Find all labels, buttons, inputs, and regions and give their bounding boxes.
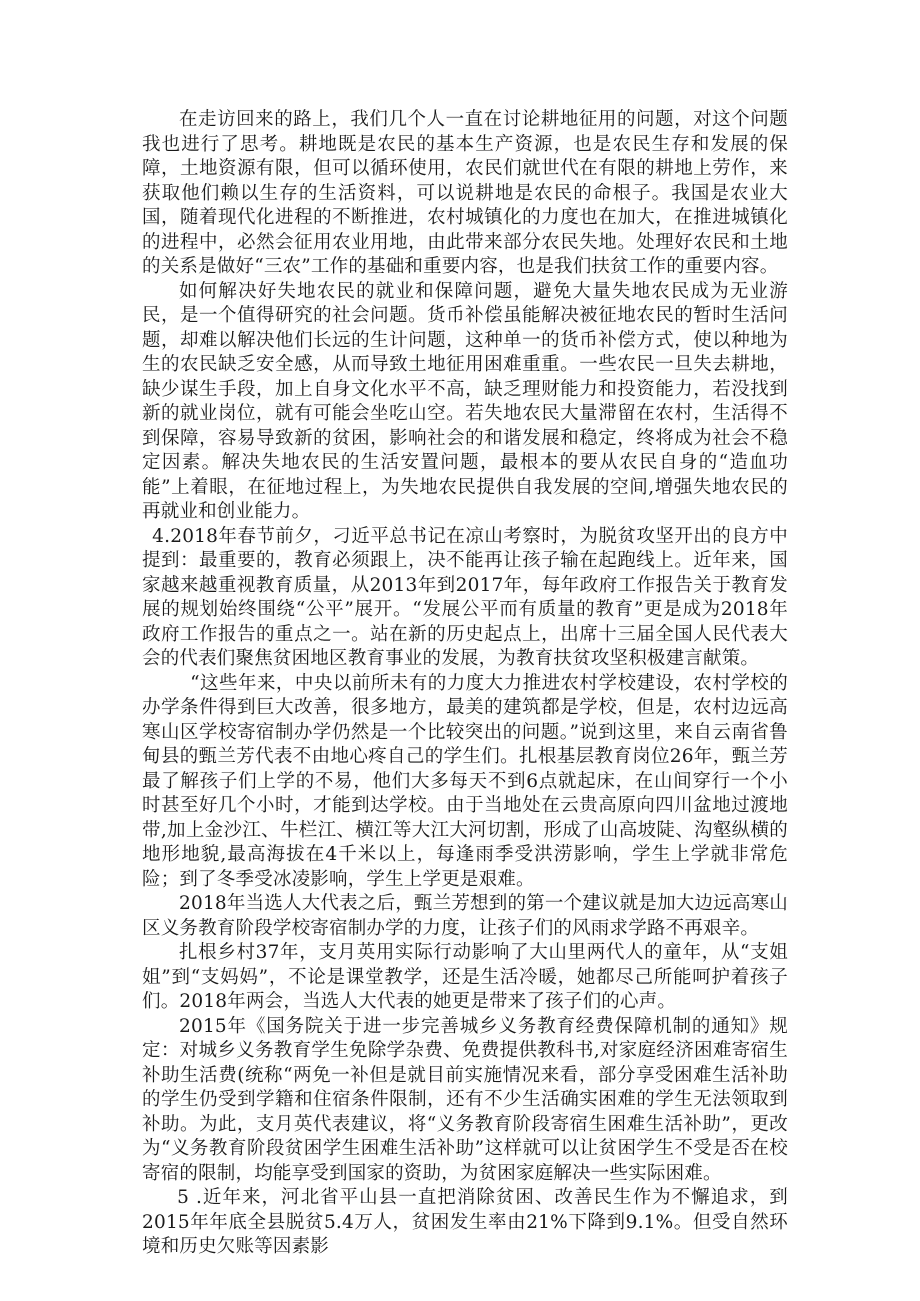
paragraph-state-council-notice: 2015年《国务院关于进一步完善城乡义务教育经费保障机制的通知》规定：对城乡义务教育学生免除学杂费、免费提供教科书,对家庭经济困难寄宿生补助生活费(统称“两免一补但是就目前实施情况来看，部分享受困难生活补助的学生仍受到学籍和住宿条件限制，还有不少生活确实困难的学生无法领取到补助。为此，支月英代表建议，将“义务教育阶段寄宿生困难生活补助”，更改为“义务教育阶段贫困学生困难生活补助”这样就可以让贫困学生不受是否在校寄宿的限制，均能享受到国家的资助，为贫困家庭解决一些实际困难。 <box>142 1015 788 1184</box>
paragraph-landless-farmers: 如何解决好失地农民的就业和保障问题，避免大量失地农民成为无业游民，是一个值得研究的社会问题。货币补偿虽能解决被征地农民的暂时生活问题，却难以解决他们长远的生计问题，这种单一的货币补偿方式，使以种地为生的农民缺乏安全感，从而导致土地征用困难重重。一些农民一旦失去耕地，缺少谋生手段，加上自身文化水平不高，缺乏理财能力和投资能力，若没找到新的就业岗位，就有可能会坐吃山空。若失地农民大量滞留在农村，生活得不到保障，容易导致新的贫困，影响社会的和谐发展和稳定，终将成为社会不稳定因素。解决失地农民的生活安置问题，最根本的要从农民自身的“造血功能”上着眼，在征地过程上，为失地农民提供自我发展的空间,增强失地农民的再就业和创业能力。 <box>142 280 788 522</box>
document-body <box>142 108 788 1260</box>
paragraph-land-requisition: 在走访回来的路上，我们几个人一直在讨论耕地征用的问题，对这个问题我也进行了思考。耕地既是农民的基本生产资源，也是农民生存和发展的保障，土地资源有限，但可以循环使用，农民们就世代在有限的耕地上劳作，来获取他们赖以生存的生活资料，可以说耕地是农民的命根子。我国是农业大国，随着现代化进程的不断推进，农村城镇化的力度也在加大，在推进城镇化的进程中，必然会征用农业用地，由此带来部分农民失地。处理好农民和土地的关系是做好“三农”工作的基础和重要内容，也是我们扶贫工作的重要内容。 <box>142 109 788 277</box>
paragraph-item-4-education: 4.2018年春节前夕，刁近平总书记在凉山考察时，为脱贫攻坚开出的良方中提到：最重要的，教育必须跟上，决不能再让孩子输在起跑线上。近年来，国家越来越重视教育质量，从2013年到2017年，每年政府工作报告关于教育发展的规划始终围绕“公平”展开。“发展公平而有质量的教育”更是成为2018年政府工作报告的重点之一。站在新的历史起点上，出席十三届全国人民代表大会的代表们聚焦贫困地区教育事业的发展，为教育扶贫攻坚积极建言献策。 <box>142 525 788 669</box>
paragraph-zhen-lanfang-quote: “这些年来，中央以前所未有的力度大力推进农村学校建设，农村学校的办学条件得到巨大改善，很多地方，最美的建筑都是学校，但是，农村边远高寒山区学校寄宿制办学仍然是一个比较突出的问题。”说到这里，来自云南省鲁甸县的甄兰芳代表不由地心疼自己的学生们。扎根基层教育岗位26年，甄兰芳最了解孩子们上学的不易，他们大多每天不到6点就起床，在山间穿行一个小时甚至好几个小时，才能到达学校。由于当地处在云贵高原向四川盆地过渡地带,加上金沙江、牛栏江、横江等大江大河切割，形成了山高坡陡、沟壑纵横的地形地貌,最高海拔在4千米以上，每逢雨季受洪涝影响，学生上学就非常危险；到了冬季受冰凌影响，学生上学更是艰难。 <box>142 672 788 890</box>
paragraph-boarding-proposal: 2018年当选人大代表之后，甄兰芳想到的第一个建议就是加大边远高寒山区义务教育阶段学校寄宿制办学的力度，让孩子们的风雨求学路不再艰辛。 <box>142 893 788 939</box>
paragraph-item-5-pingshan: 5 .近年来，河北省平山县一直把消除贫困、改善民生作为不懈追求，到2015年年底全县脱贫5.4万人，贫困发生率由21%下降到9.1%。但受自然环境和历史欠账等因素影 <box>142 1187 788 1257</box>
paragraph-zhi-yueying: 扎根乡村37年，支月英用实际行动影响了大山里两代人的童年，从“支姐姐”到“支妈妈”，不论是课堂教学，还是生活冷暖，她都尽己所能呵护着孩子们。2018年两会，当选人大代表的她更是带来了孩子们的心声。 <box>142 942 788 1012</box>
